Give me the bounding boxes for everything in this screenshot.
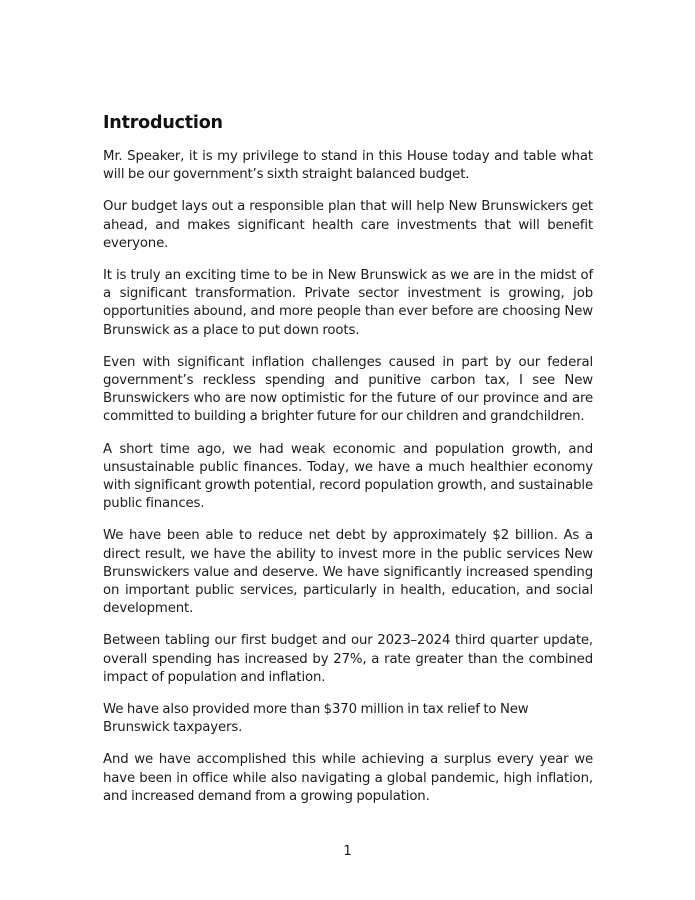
paragraph: We have also provided more than $370 million in tax relief to New Brunswick taxpayers.: [103, 702, 529, 736]
paragraph: A short time ago, we had weak economic and population growth, and unsustainable public finances. Today, we have a much healthier economy with significant growth potential, record population growth, and sustainable public finances.: [103, 441, 593, 512]
paragraph: And we have accomplished this while achieving a surplus every year we have been in office while also navigating a global pandemic, high inflation, and increased demand from a growing population.: [103, 752, 593, 804]
paragraph: Our budget lays out a responsible plan that will help New Brunswickers get ahead, and makes significant health care investments that will benefit everyone.: [103, 199, 593, 251]
paragraph: Mr. Speaker, it is my privilege to stand in this House today and table what will be our government’s sixth straight balanced budget.: [103, 149, 593, 183]
paragraph: Even with significant inflation challenges caused in part by our federal government’s reckless spending and punitive carbon tax, I see New Brunswickers who are now optimistic for the future of our province and are committed to building a brighter future for our children and grandchildren.: [103, 354, 593, 425]
paragraph: Between tabling our first budget and our 2023–2024 third quarter update, overall spending has increased by 27%, a rate greater than the combined impact of population and inflation.: [103, 633, 593, 685]
document-body: [103, 110, 593, 820]
page-number: 1: [343, 843, 352, 859]
section-heading: Introduction: [103, 113, 223, 133]
paragraph: We have been able to reduce net debt by approximately $2 billion. As a direct result, we have the ability to invest more in the public services New Brunswickers value and deserve. We have significantly increased spending on important public services, particularly in health, education, and social development.: [103, 528, 593, 617]
paragraph: It is truly an exciting time to be in New Brunswick as we are in the midst of a significant transformation. Private sector investment is growing, job opportunities abound, and more people than ever before are choosing New Brunswick as a place to put down roots.: [103, 268, 593, 338]
